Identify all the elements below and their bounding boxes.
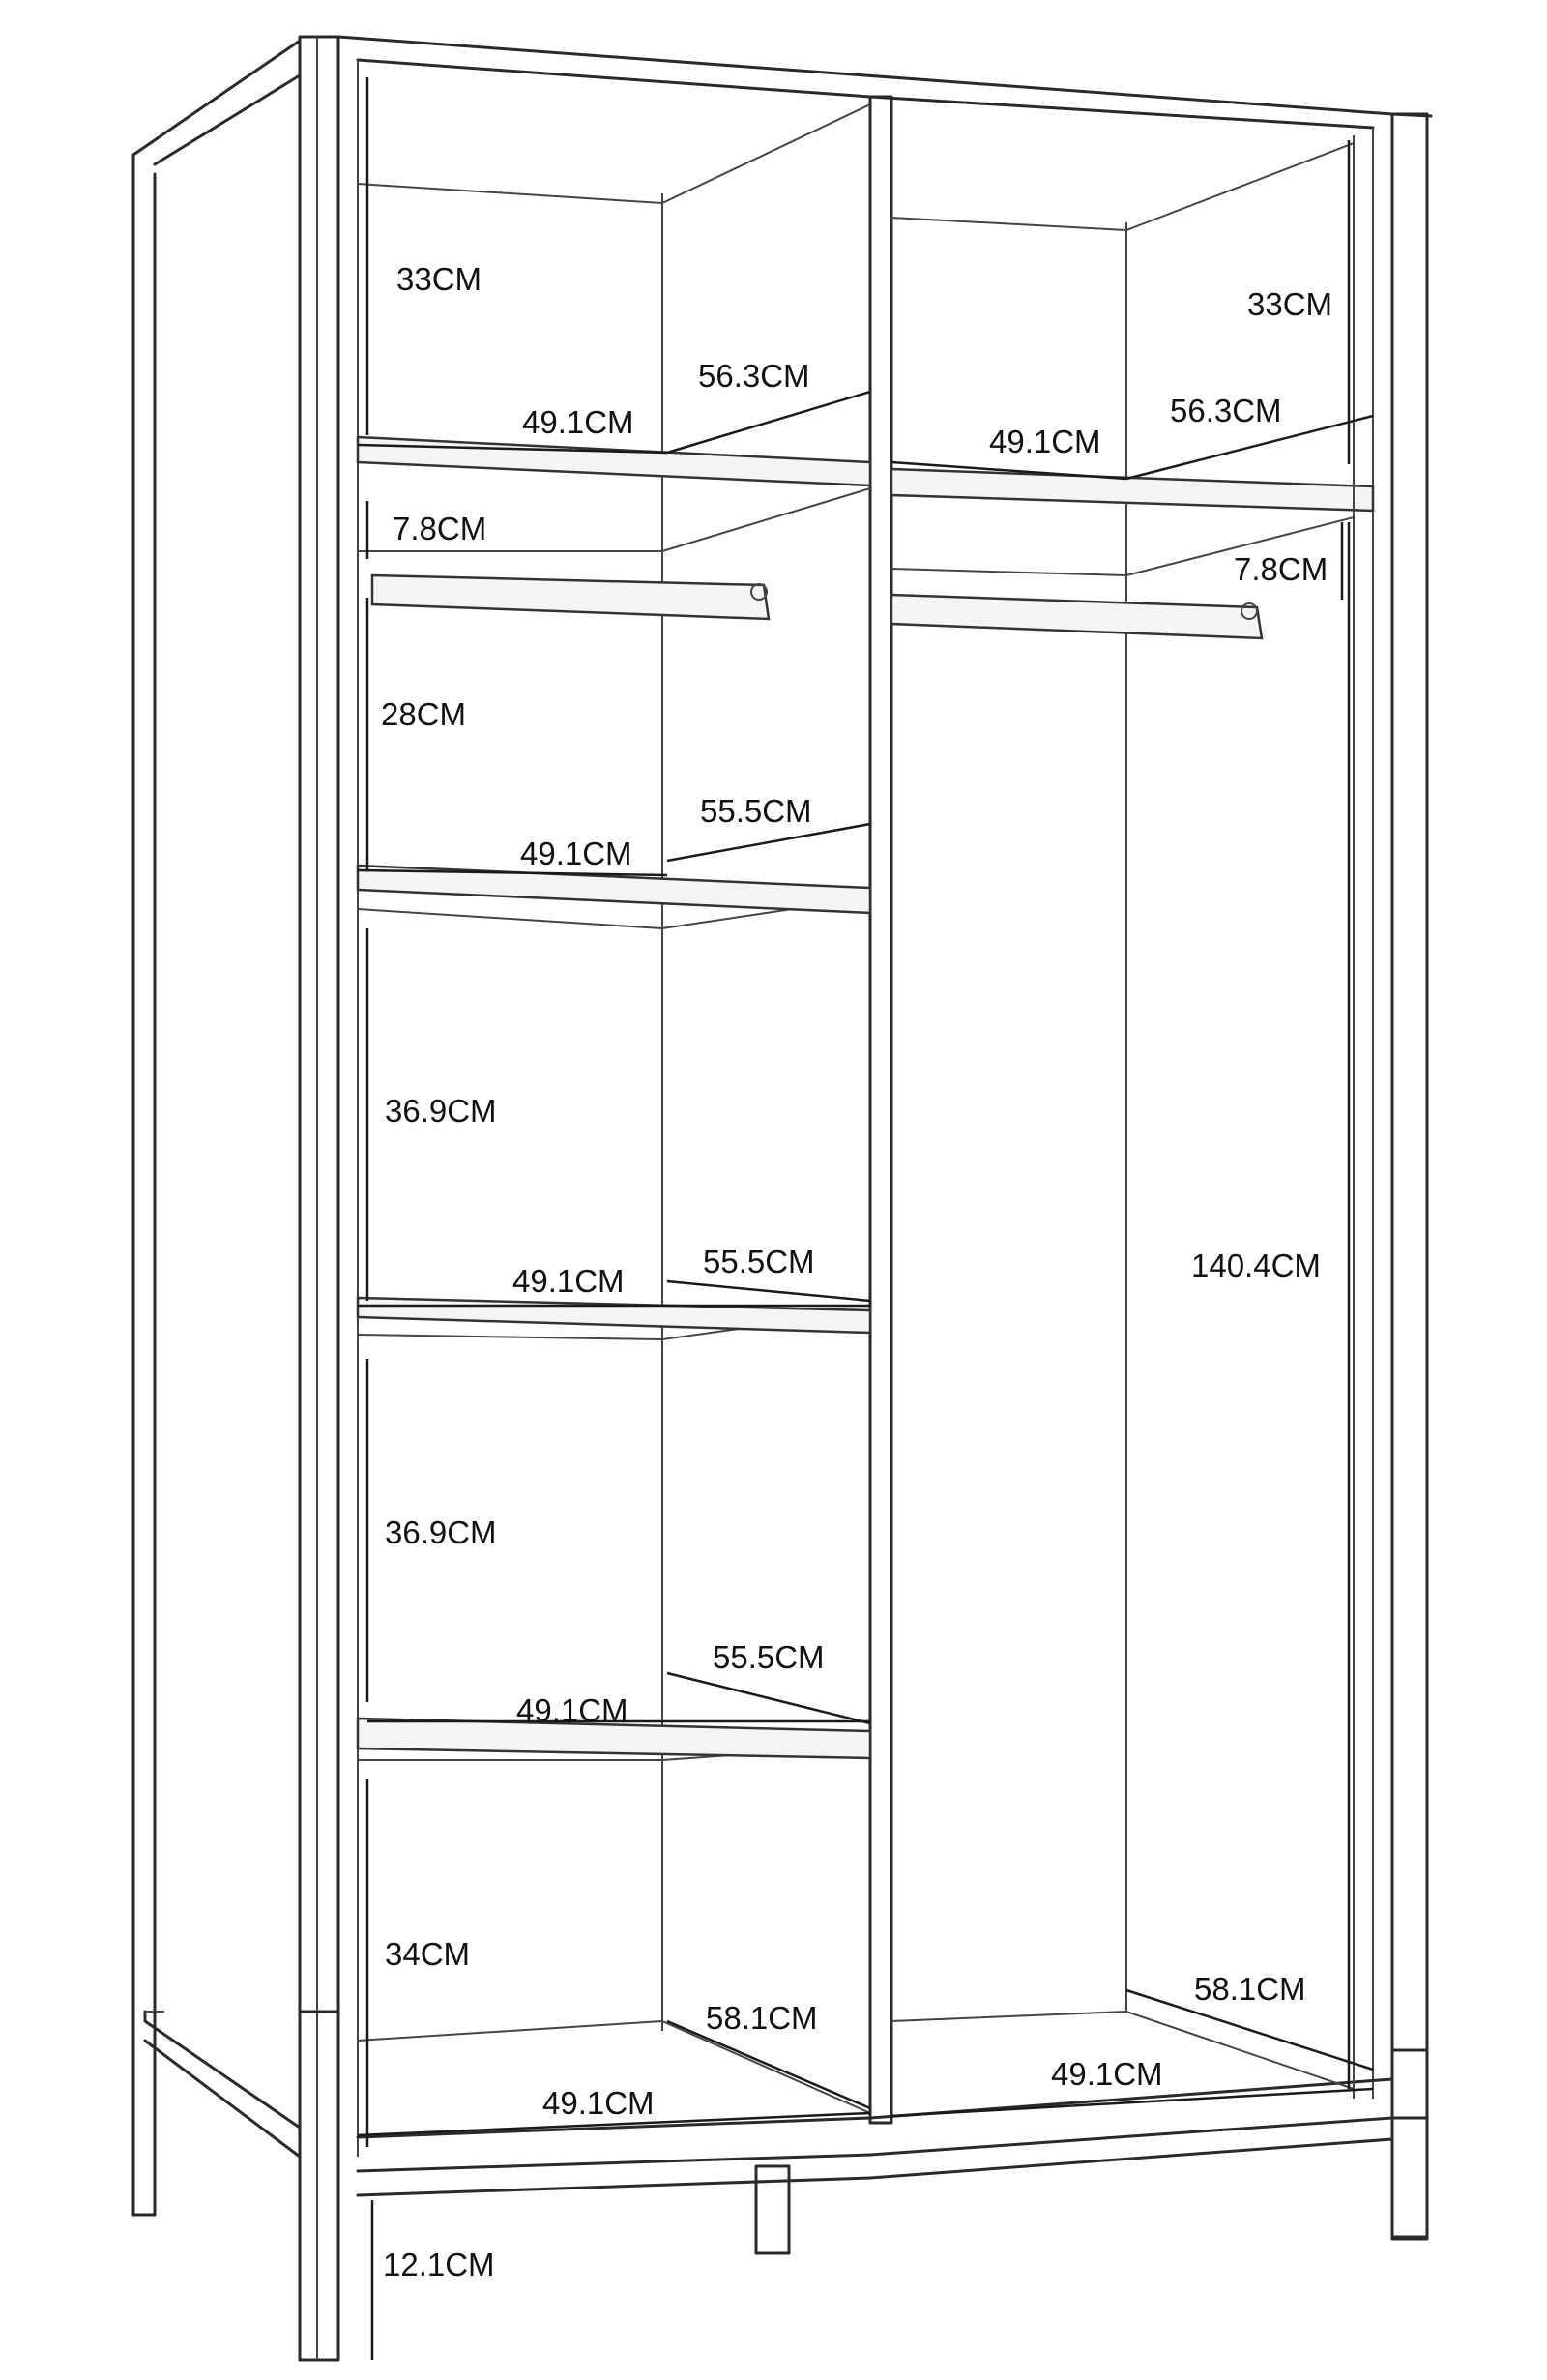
tr-height-label: 33CM: [1247, 286, 1333, 322]
tr-depth-label: 56.3CM: [1170, 393, 1282, 428]
front-right-post: [1373, 114, 1427, 2237]
s2-height-label: 28CM: [381, 696, 467, 732]
s5-height-label: 34CM: [385, 1936, 471, 1972]
s4-height-label: 36.9CM: [385, 1514, 497, 1550]
tl-width-label: 49.1CM: [522, 404, 634, 440]
left-hanging-rail: [372, 575, 769, 619]
tl-height-label: 33CM: [396, 261, 482, 297]
br-depth-label: 58.1CM: [1194, 1971, 1306, 2007]
s2-width-label: 49.1CM: [520, 836, 632, 871]
right-column-interior: [891, 135, 1373, 2099]
s3-depth-label: 55.5CM: [703, 1244, 815, 1279]
s2-depth-label: 55.5CM: [700, 793, 812, 829]
tl-depth-label: 56.3CM: [698, 358, 810, 394]
s5-depth-label: 58.1CM: [706, 2000, 818, 2036]
s4-width-label: 49.1CM: [516, 1692, 628, 1728]
br-width-label: 49.1CM: [1051, 2056, 1163, 2092]
top-panel: [338, 37, 1431, 2157]
s5-width-label: 49.1CM: [542, 2085, 655, 2121]
rail-gap-right-label: 7.8CM: [1234, 551, 1328, 587]
front-left-post: [300, 37, 338, 2360]
s4-depth-label: 55.5CM: [713, 1639, 825, 1675]
leg-height-label: 12.1CM: [383, 2247, 495, 2282]
hanging-height-label: 140.4CM: [1191, 1248, 1321, 1283]
left-side-frame: [133, 41, 300, 2360]
tr-width-label: 49.1CM: [989, 424, 1101, 459]
s3-height-label: 36.9CM: [385, 1093, 497, 1129]
s3-width-label: 49.1CM: [512, 1263, 625, 1299]
centre-divider: [870, 97, 891, 2123]
rail-gap-left-label: 7.8CM: [393, 511, 487, 546]
